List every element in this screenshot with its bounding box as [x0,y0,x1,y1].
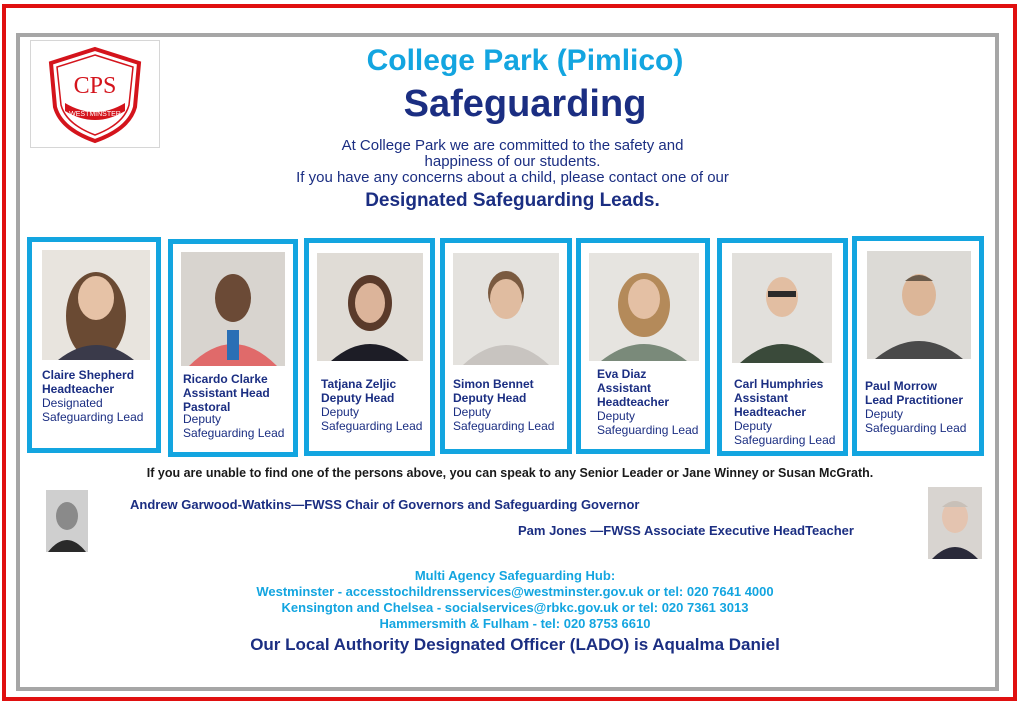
lead-card [304,238,435,456]
lead-role: Deputy Safeguarding Lead [453,405,555,433]
lead-role: Deputy Safeguarding Lead [597,409,699,437]
intro-line: If you have any concerns about a child, please contact one of our [296,169,729,186]
hub-line: Westminster - accesstochildrensservices@westminster.gov.uk or tel: 020 7641 4000 [256,584,774,599]
lead-card [576,238,710,454]
school-name: College Park (Pimlico) [366,44,684,77]
intro-text [200,138,825,186]
fallback-contact-text: If you are unable to find one of the persons above, you can speak to any Senior Leader or Jane Winney or Susan McGrath. [146,466,874,480]
hub-title: Multi Agency Safeguarding Hub: [414,568,616,583]
governor-photo [928,487,982,559]
safeguarding-hub [100,568,930,632]
lead-photo [181,252,285,366]
governor-photo [46,490,88,552]
lead-name: Paul Morrow Lead Practitioner [865,379,964,407]
lead-card [440,238,572,454]
lead-name: Eva Diaz Assistant Headteacher [597,367,670,409]
lead-name: Simon Bennet Deputy Head [453,377,534,405]
lead-name: Claire Shepherd Headteacher [42,368,135,396]
lead-card [852,236,984,456]
lead-photo [732,253,832,363]
lead-name: Tatjana Zeljic Deputy Head [321,377,397,405]
hub-line: Hammersmith & Fulham - tel: 020 8753 6610 [379,616,651,631]
intro-line: At College Park we are committed to the safety and [341,137,684,154]
lead-photo [42,250,150,360]
lead-role: Deputy Safeguarding Lead [183,412,285,440]
lead-role: Deputy Safeguarding Lead [865,407,967,435]
lead-photo [589,253,699,361]
lead-role: Deputy Safeguarding Lead [734,419,836,447]
lead-card [27,237,161,453]
intro-line: happiness of our students. [424,153,601,170]
lead-photo [867,251,971,359]
lead-card [717,238,848,456]
hub-line: Kensington and Chelsea - socialservices@rbkc.gov.uk or tel: 020 7361 3013 [281,600,749,615]
lado-text: Our Local Authority Designated Officer (LADO) is Aqualma Daniel [250,635,780,654]
executive-headteacher-text: Pam Jones —FWSS Associate Executive HeadTeacher [518,523,854,538]
lead-role: Designated Safeguarding Lead [42,396,144,424]
lead-role: Deputy Safeguarding Lead [321,405,423,433]
lead-name: Carl Humphries Assistant Headteacher [734,377,824,419]
lead-name: Ricardo Clarke Assistant Head Pastoral [183,372,270,414]
lead-photo [317,253,423,361]
lead-photo [453,253,559,365]
lead-card [168,239,298,457]
dsl-heading: Designated Safeguarding Leads. [365,190,660,211]
governor-chair-text: Andrew Garwood-Watkins—FWSS Chair of Governors and Safeguarding Governor [130,497,640,512]
svg-text:CPS: CPS [73,73,117,99]
svg-text:WESTMINSTER: WESTMINSTER [69,111,121,118]
cps-logo [30,40,160,148]
page-title: Safeguarding [403,83,647,125]
